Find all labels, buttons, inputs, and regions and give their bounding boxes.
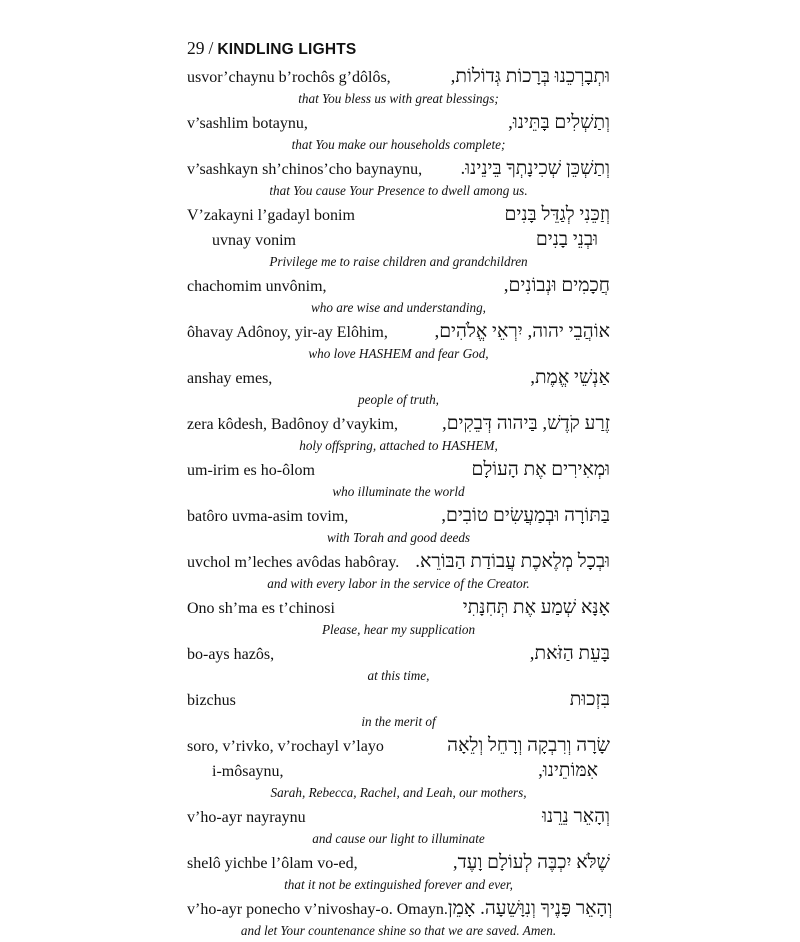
english-translation: in the merit of bbox=[361, 714, 436, 729]
transliteration: zera kôdesh, Badônoy d’vaykim, bbox=[187, 416, 399, 433]
prayer-entry bbox=[187, 273, 610, 319]
text-line bbox=[187, 687, 610, 712]
transliteration: Ono sh’ma es t’chinosi bbox=[187, 600, 335, 617]
transliteration: chachomim unvônim, bbox=[187, 278, 327, 295]
english-translation: holy offspring, attached to HASHEM, bbox=[299, 438, 498, 453]
prayer-entry bbox=[187, 896, 613, 942]
english-translation: and let Your countenance shine so that we are saved. Amen. bbox=[240, 923, 557, 938]
hebrew-text: אוֹהֲבֵי יהוה, יִרְאֵי אֱלֹהִים, bbox=[434, 321, 610, 342]
english-translation: people of truth, bbox=[358, 392, 439, 407]
english-translation: Privilege me to raise children and grandchildren bbox=[269, 254, 528, 269]
prayer-entry bbox=[187, 457, 610, 503]
page-number: 29 bbox=[187, 38, 205, 58]
hebrew-text: שֶׁלֹּא יִכְבֶּה לְעוֹלָם וָעֶד, bbox=[452, 852, 610, 873]
text-line bbox=[187, 641, 610, 666]
hebrew-text: חֲכָמִים וּנְבוֹנִים, bbox=[503, 275, 610, 296]
transliteration-continued: uvnay vonim bbox=[212, 232, 296, 249]
prayer-entry bbox=[187, 319, 610, 365]
prayer-entry bbox=[187, 687, 610, 733]
transliteration-continued: i-môsaynu, bbox=[212, 763, 284, 780]
hebrew-text: זֶרַע קֹדֶשׁ, בַּיהוה דְּבֵקִים, bbox=[441, 413, 610, 434]
text-line bbox=[187, 850, 610, 875]
english-translation: that You bless us with great blessings; bbox=[298, 91, 499, 106]
prayer-entry bbox=[187, 733, 610, 804]
transliteration: shelô yichbe l’ôlam vo-ed, bbox=[187, 855, 358, 872]
transliteration: v’ho-ayr nayraynu bbox=[187, 809, 306, 826]
text-line bbox=[187, 896, 613, 921]
transliteration: batôro uvma-asim tovim, bbox=[187, 508, 349, 525]
hebrew-text: אַנְשֵׁי אֱמֶת, bbox=[530, 367, 610, 388]
english-translation: at this time, bbox=[367, 668, 430, 683]
english-translation: and with every labor in the service of the Creator. bbox=[267, 576, 530, 591]
text-line bbox=[187, 733, 610, 758]
prayer-entry bbox=[187, 549, 610, 595]
transliteration: v’sashlim botaynu, bbox=[187, 115, 308, 132]
hebrew-text: בַּתּוֹרָה וּבְמַעֲשִׂים טוֹבִים, bbox=[441, 505, 610, 526]
prayer-entry bbox=[187, 411, 610, 457]
english-translation: and cause our light to illuminate bbox=[312, 831, 485, 846]
page-header bbox=[187, 38, 610, 62]
prayer-entry bbox=[187, 503, 610, 549]
prayer-entry bbox=[187, 804, 610, 850]
hebrew-text: בִּזְכוּת bbox=[569, 689, 610, 710]
prayer-entry bbox=[187, 202, 610, 273]
hebrew-text: שָׂרָה וְרִבְקָה וְרָחֵל וְלֵאָה bbox=[447, 735, 610, 756]
section-title: KINDLING LIGHTS bbox=[217, 41, 357, 58]
hebrew-text: וְתַשְׁלִים בָּתֵּינוּ, bbox=[508, 112, 610, 133]
english-translation: that You cause Your Presence to dwell among us. bbox=[269, 183, 528, 198]
hebrew-text-continued: אִמּוֹתֵינוּ, bbox=[538, 760, 598, 781]
transliteration: v’sashkayn sh’chinos’cho baynaynu, bbox=[187, 161, 423, 178]
hebrew-text: וְהָאֵר נֵרֵנוּ bbox=[542, 806, 610, 827]
english-translation: who love HASHEM and fear God, bbox=[308, 346, 489, 361]
hebrew-text: וּתְבָרְכֵנוּ בְּרָכוֹת גְּדוֹלוֹת, bbox=[450, 66, 610, 87]
transliteration: bizchus bbox=[187, 692, 236, 709]
hebrew-text-continued: וּבְנֵי בָנִים bbox=[535, 229, 598, 250]
english-translation: with Torah and good deeds bbox=[326, 530, 471, 545]
transliteration: uvchol m’leches avôdas habôray. bbox=[187, 554, 400, 571]
text-line bbox=[187, 457, 610, 482]
transliteration: V’zakayni l’gadayl bonim bbox=[187, 207, 355, 224]
text-line bbox=[187, 411, 610, 436]
prayer-entry bbox=[187, 595, 610, 641]
hebrew-text: וְהָאֵר פָּנֶיךָ וְנִוָּשֵׁעָה. אָמֵן bbox=[447, 898, 613, 919]
prayer-entry bbox=[187, 110, 610, 156]
prayer-entry bbox=[187, 365, 610, 411]
text-line-continued bbox=[187, 758, 610, 783]
transliteration: usvor’chaynu b’rochôs g’dôlôs, bbox=[187, 69, 391, 86]
text-line bbox=[187, 156, 610, 181]
prayer-page bbox=[187, 38, 613, 938]
header-separator: / bbox=[208, 38, 214, 58]
text-line bbox=[187, 804, 610, 829]
prayer-entry bbox=[187, 64, 610, 110]
transliteration: v’ho-ayr ponecho v’nivoshay-o. Omayn. bbox=[187, 901, 448, 918]
english-translation: that it not be extinguished forever and ever, bbox=[284, 877, 513, 892]
transliteration: soro, v’rivko, v’rochayl v’layo bbox=[187, 738, 384, 755]
english-translation: Please, hear my supplication bbox=[321, 622, 476, 637]
english-translation: Sarah, Rebecca, Rachel, and Leah, our mothers, bbox=[270, 785, 527, 800]
text-line bbox=[187, 110, 610, 135]
hebrew-text: וְתַשְׁכֵּן שְׁכִינָתְךָ בֵּינֵינוּ. bbox=[460, 158, 610, 179]
text-line bbox=[187, 202, 610, 227]
english-translation: who illuminate the world bbox=[332, 484, 465, 499]
hebrew-text: וּמְאִירִים אֶת הָעוֹלָם bbox=[471, 459, 610, 480]
hebrew-text: בָּעֵת הַזֹּאת, bbox=[529, 643, 610, 664]
prayer-entry bbox=[187, 156, 610, 202]
hebrew-text: וּבְכָל מְלֶאכֶת עֲבוֹדַת הַבּוֹרֵא. bbox=[415, 551, 610, 572]
transliteration: anshay emes, bbox=[187, 370, 273, 387]
transliteration: um-irim es ho-ôlom bbox=[187, 462, 315, 479]
transliteration: bo-ays hazôs, bbox=[187, 646, 275, 663]
prayer-text bbox=[187, 64, 613, 942]
text-line bbox=[187, 365, 610, 390]
text-line bbox=[187, 319, 610, 344]
english-translation: that You make our households complete; bbox=[291, 137, 506, 152]
hebrew-text: אָנָּא שְׁמַע אֶת תְּחִנָּתִי bbox=[462, 597, 610, 618]
text-line bbox=[187, 549, 610, 574]
english-translation: who are wise and understanding, bbox=[311, 300, 486, 315]
text-line-continued bbox=[187, 227, 610, 252]
transliteration: ôhavay Adônoy, yir-ay Elôhim, bbox=[187, 324, 388, 341]
hebrew-text: וְזַכֵּנִי לְגַדֵּל בָּנִים bbox=[504, 204, 610, 225]
text-line bbox=[187, 273, 610, 298]
prayer-entry bbox=[187, 850, 610, 896]
text-line bbox=[187, 64, 610, 89]
prayer-entry bbox=[187, 641, 610, 687]
text-line bbox=[187, 595, 610, 620]
text-line bbox=[187, 503, 610, 528]
